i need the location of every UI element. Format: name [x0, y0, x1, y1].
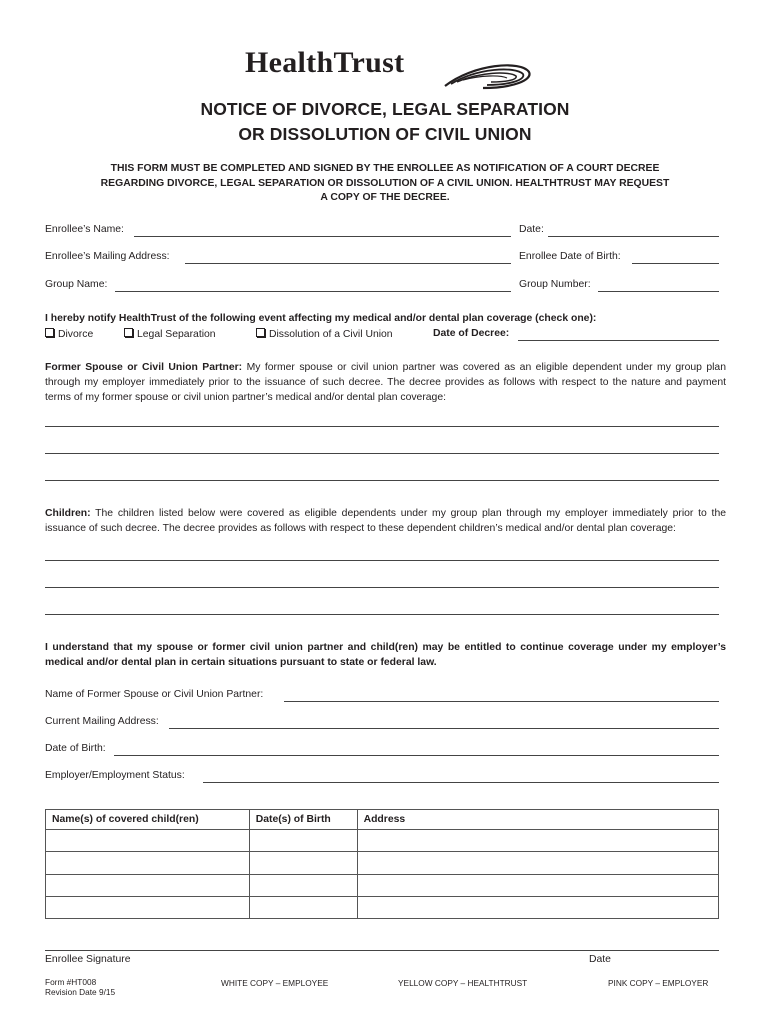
- checkbox-legal-separation-label: Legal Separation: [137, 329, 216, 340]
- enrollee-dob-field[interactable]: [632, 263, 719, 264]
- table-header-row: [46, 810, 719, 830]
- decree-date-label: Date of Decree:: [433, 328, 510, 339]
- child-dob-cell[interactable]: [249, 896, 357, 918]
- child-dob-cell[interactable]: [249, 874, 357, 896]
- spouse-coverage-line-2[interactable]: [45, 453, 719, 454]
- enrollee-name-label: Enrollee’s Name:: [45, 224, 124, 235]
- continuation-notice: I understand that my spouse or former civil union partner and child(ren) may be entitled to continue coverage under my employer’s medical and/or dental plan in certain situations pursuant to state or federal law.: [45, 642, 726, 668]
- employment-status-label: Employer/Employment Status:: [45, 770, 185, 781]
- checkbox-icon: [256, 328, 265, 337]
- checkbox-divorce[interactable]: [45, 328, 93, 340]
- group-name-field[interactable]: [115, 291, 511, 292]
- form-title-line1: NOTICE OF DIVORCE, LEGAL SEPARATION: [200, 99, 570, 119]
- enrollee-date-field[interactable]: [548, 236, 719, 237]
- spouse-coverage-line-1[interactable]: [45, 426, 719, 427]
- intro-line-1: THIS FORM MUST BE COMPLETED AND SIGNED BY THE ENROLLEE AS NOTIFICATION OF A COURT DECREE: [110, 163, 660, 174]
- group-number-field[interactable]: [598, 291, 719, 292]
- table-row: [46, 852, 719, 874]
- spouse-coverage-line-3[interactable]: [45, 480, 719, 481]
- col-header-address: Address: [357, 810, 718, 830]
- child-name-cell[interactable]: [46, 896, 250, 918]
- enrollee-dob-label: Enrollee Date of Birth:: [519, 251, 621, 262]
- pink-copy-note: PINK COPY – EMPLOYER: [608, 978, 709, 988]
- intro-instructions: [60, 162, 710, 206]
- current-address-label: Current Mailing Address:: [45, 716, 159, 727]
- yellow-copy-note: YELLOW COPY – HEALTHTRUST: [398, 978, 528, 988]
- children-heading: Children:: [45, 508, 91, 519]
- checkbox-legal-separation[interactable]: [124, 328, 216, 340]
- decree-date-field[interactable]: [518, 340, 719, 341]
- revision-date: Revision Date 9/15: [45, 987, 116, 997]
- child-name-cell[interactable]: [46, 874, 250, 896]
- children-coverage-line-2[interactable]: [45, 587, 719, 588]
- signature-label: Enrollee Signature: [45, 954, 131, 965]
- intro-line-3: A COPY OF THE DECREE.: [320, 192, 450, 203]
- child-address-cell[interactable]: [357, 830, 718, 852]
- col-header-child-names: Name(s) of covered child(ren): [46, 810, 250, 830]
- enrollee-date-label: Date:: [519, 224, 544, 235]
- current-address-field[interactable]: [169, 728, 719, 729]
- form-number: Form #HT008: [45, 977, 97, 987]
- checkbox-icon: [124, 328, 133, 337]
- col-header-dob: Date(s) of Birth: [249, 810, 357, 830]
- table-row: [46, 830, 719, 852]
- signature-date-label: Date: [589, 954, 611, 965]
- white-copy-note: WHITE COPY – EMPLOYEE: [221, 978, 329, 988]
- child-name-cell[interactable]: [46, 830, 250, 852]
- children-coverage-line-3[interactable]: [45, 614, 719, 615]
- form-title-line2: OR DISSOLUTION OF CIVIL UNION: [238, 124, 532, 144]
- checkbox-divorce-label: Divorce: [58, 329, 94, 340]
- checkbox-dissolution-label: Dissolution of a Civil Union: [269, 329, 393, 340]
- child-address-cell[interactable]: [357, 896, 718, 918]
- child-dob-cell[interactable]: [249, 830, 357, 852]
- children-paragraph: [45, 506, 726, 536]
- children-table: [45, 809, 719, 919]
- child-name-cell[interactable]: [46, 852, 250, 874]
- table-row: [46, 896, 719, 918]
- form-info: [45, 977, 115, 997]
- healthtrust-logo: [245, 44, 535, 94]
- logo-swoosh-icon: [443, 58, 535, 94]
- child-address-cell[interactable]: [357, 874, 718, 896]
- former-spouse-text: My former spouse or civil union partner was covered as an eligible dependent under my group plan through my employer immediately prior to the issuance of such decree. The decree provides as follows with respect to the nature and payment terms of my former spouse or civil union partner’s medical and/or dental plan coverage:: [45, 362, 726, 403]
- former-spouse-heading: Former Spouse or Civil Union Partner:: [45, 362, 243, 373]
- enrollee-address-field[interactable]: [185, 263, 511, 264]
- former-spouse-paragraph: [45, 360, 726, 405]
- enrollee-name-field[interactable]: [134, 236, 511, 237]
- notify-statement: I hereby notify HealthTrust of the following event affecting my medical and/or dental plan coverage (check one):: [45, 313, 597, 324]
- group-name-label: Group Name:: [45, 279, 108, 290]
- table-row: [46, 874, 719, 896]
- children-coverage-line-1[interactable]: [45, 560, 719, 561]
- former-spouse-name-field[interactable]: [284, 701, 719, 702]
- checkbox-dissolution[interactable]: [256, 328, 393, 340]
- logo-wordmark: HealthTrust: [245, 46, 405, 79]
- intro-line-2: REGARDING DIVORCE, LEGAL SEPARATION OR DISSOLUTION OF A CIVIL UNION. HEALTHTRUST MAY REQUEST: [100, 177, 670, 189]
- former-spouse-name-label: Name of Former Spouse or Civil Union Partner:: [45, 689, 264, 700]
- children-text: The children listed below were covered as eligible dependents under my group plan through my employer immediately prior to the issuance of such decree. The decree provides as follows with respect to these dependent children’s medical and/or dental plan coverage:: [45, 508, 726, 534]
- checkbox-icon: [45, 328, 54, 337]
- child-dob-cell[interactable]: [249, 852, 357, 874]
- former-dob-label: Date of Birth:: [45, 743, 106, 754]
- former-dob-field[interactable]: [114, 755, 719, 756]
- enrollee-address-label: Enrollee’s Mailing Address:: [45, 251, 170, 262]
- child-address-cell[interactable]: [357, 852, 718, 874]
- employment-status-field[interactable]: [203, 782, 719, 783]
- signature-field[interactable]: [45, 950, 719, 951]
- group-number-label: Group Number:: [519, 279, 591, 290]
